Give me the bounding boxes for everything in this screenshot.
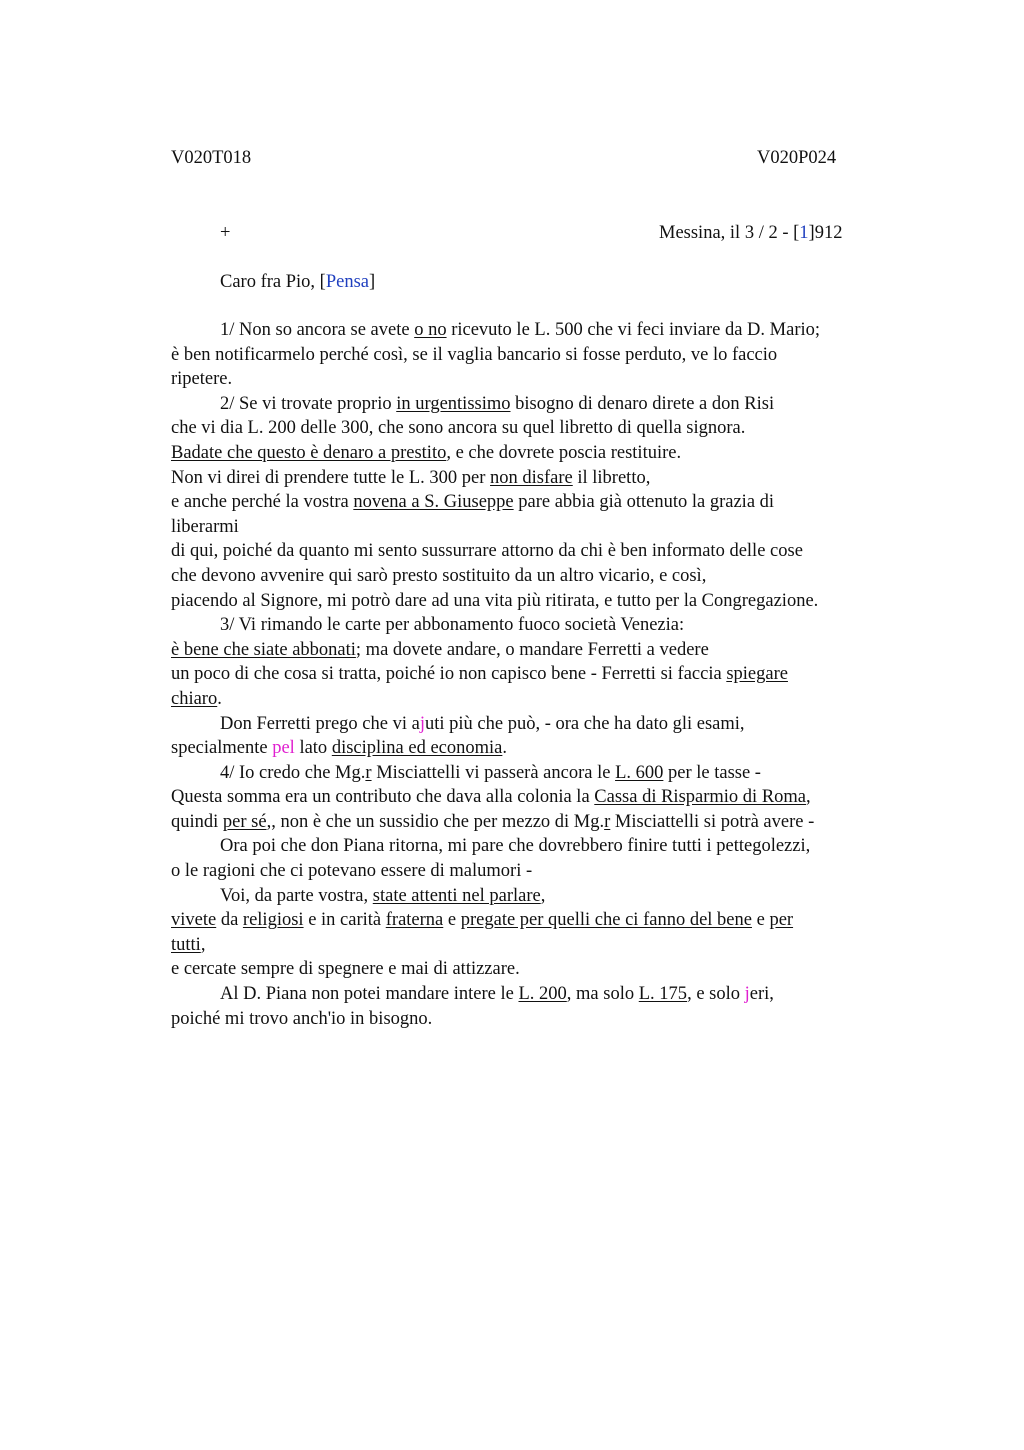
letter-line xyxy=(171,540,911,565)
underlined-text: chiaro xyxy=(171,688,218,709)
salutation-prefix: Caro fra Pio, [ xyxy=(220,272,326,292)
letter-line xyxy=(171,860,911,885)
line-text: Misciattelli si potrà avere - xyxy=(610,811,815,832)
underlined-text: r xyxy=(604,811,611,832)
line-text: poiché mi trovo anch'io in bisogno. xyxy=(171,1008,433,1029)
letter-line xyxy=(171,958,911,983)
line-text: per le tasse - xyxy=(663,762,761,783)
line-text: ricevuto le L. 500 che vi feci inviare da D. Mario; xyxy=(446,320,821,340)
underlined-text: state attenti nel parlare xyxy=(372,885,541,906)
line-text: 3/ Vi rimando le carte per abbonamento fuoco società Venezia: xyxy=(220,615,685,636)
line-text: lato xyxy=(294,738,332,759)
line-text: . xyxy=(502,738,507,759)
line-text: Ora poi che don Piana ritorna, mi pare che dovrebbero finire tutti i pettegolezzi, xyxy=(220,836,811,857)
underlined-text: novena a S. Giuseppe xyxy=(353,492,514,513)
salutation-suffix: ] xyxy=(369,272,376,292)
line-text: Misciattelli vi passerà ancora le xyxy=(371,762,616,783)
letter-line xyxy=(171,565,911,590)
letter-line xyxy=(171,762,911,787)
line-text: e xyxy=(443,910,461,931)
letter-line xyxy=(171,713,911,738)
salutation-editorial-name: Pensa xyxy=(325,272,370,292)
letter-line xyxy=(171,590,911,615)
underlined-text: Cassa di Risparmio di Roma xyxy=(594,787,807,808)
underlined-text: spiegare xyxy=(726,664,788,685)
letter-line xyxy=(171,663,911,688)
underlined-text: L. 175 xyxy=(638,984,688,1005)
line-text: Don Ferretti prego che vi a xyxy=(220,713,420,734)
underlined-text: in urgentissimo xyxy=(396,393,511,414)
underlined-text: è bene che siate abbonati xyxy=(171,639,356,660)
underlined-text: tutti xyxy=(171,934,201,955)
letter-line xyxy=(171,442,911,467)
letter-line xyxy=(171,614,911,639)
letter-line xyxy=(171,344,911,369)
letter-line xyxy=(171,983,911,1008)
line-text: Voi, da parte vostra, xyxy=(220,885,373,906)
line-text: Non vi direi di prendere tutte le L. 300 per xyxy=(171,467,491,488)
underlined-text: disciplina ed economia xyxy=(331,738,503,759)
line-text: , xyxy=(200,934,206,955)
letter-line xyxy=(171,319,911,344)
letter-line xyxy=(171,909,911,934)
underlined-text: L. 600 xyxy=(615,762,664,783)
dateline xyxy=(659,222,842,244)
document-code-left: V020T018 xyxy=(171,148,252,168)
editorial-mark: pel xyxy=(272,738,295,759)
cross-symbol: + xyxy=(220,223,231,243)
line-text: o le ragioni che ci potevano essere di malumori - xyxy=(171,861,533,882)
line-text: 2/ Se vi trovate proprio xyxy=(220,393,397,414)
letter-line xyxy=(171,368,911,393)
letter-line xyxy=(171,516,911,541)
line-text: da xyxy=(216,910,243,931)
line-text: e anche perché la vostra xyxy=(171,492,354,513)
underlined-text: per xyxy=(769,910,794,931)
underlined-text: vivete xyxy=(171,910,217,931)
line-text: ; ma dovete andare, o mandare Ferretti a vedere xyxy=(355,639,709,660)
letter-line xyxy=(171,1008,911,1033)
line-text: , e che dovrete poscia restituire. xyxy=(446,442,682,463)
line-text: quindi xyxy=(171,811,223,832)
letter-line xyxy=(171,393,911,418)
letter-line xyxy=(171,934,911,959)
line-text: 1/ Non so ancora se avete xyxy=(220,320,415,340)
letter-line xyxy=(171,811,911,836)
letter-line xyxy=(171,786,911,811)
line-text: e xyxy=(751,910,770,931)
underlined-text: o no xyxy=(414,320,447,340)
letter-line xyxy=(171,835,911,860)
line-text: che devono avvenire qui sarò presto sostituito da un altro vicario, e così, xyxy=(171,565,707,586)
line-text: ,, non è che un sussidio che per mezzo di Mg. xyxy=(266,811,605,832)
underlined-text: pregate per quelli che ci fanno del bene xyxy=(460,910,752,931)
dateline-suffix: ]912 xyxy=(808,223,843,243)
line-text: è ben notificarmelo perché così, se il vaglia bancario si fosse perduto, ve lo faccio xyxy=(171,344,778,365)
underlined-text: L. 200 xyxy=(518,984,567,1005)
letter-line xyxy=(171,688,911,713)
line-text: uti più che può, - ora che ha dato gli esami, xyxy=(424,713,745,734)
underlined-text: per sé xyxy=(222,811,267,832)
line-text: e cercate sempre di spegnere e mai di attizzare. xyxy=(171,959,520,980)
line-text: Questa somma era un contributo che dava alla colonia la xyxy=(171,787,595,808)
line-text: liberarmi xyxy=(171,516,239,537)
editorial-mark: j xyxy=(419,713,425,734)
line-text: pare abbia già ottenuto la grazia di xyxy=(513,492,775,513)
dateline-editorial-digit: 1 xyxy=(799,223,809,243)
underlined-text: r xyxy=(365,762,372,783)
line-text: piacendo al Signore, mi potrò dare ad una vita più ritirata, e tutto per la Congregazione. xyxy=(171,590,819,611)
editorial-mark: j xyxy=(744,984,750,1005)
line-text: di qui, poiché da quanto mi sento sussurrare attorno da chi è ben informato delle cose xyxy=(171,541,803,562)
line-text: che vi dia L. 200 delle 300, che sono ancora su quel libretto di quella signora. xyxy=(171,418,746,439)
underlined-text: religiosi xyxy=(242,910,304,931)
line-text: bisogno di denaro direte a don Risi xyxy=(510,393,775,414)
letter-line xyxy=(171,467,911,492)
line-text: , xyxy=(806,787,811,808)
underlined-text: non disfare xyxy=(490,467,573,488)
letter-line xyxy=(171,737,911,762)
document-code-right: V020P024 xyxy=(757,148,837,168)
letter-line xyxy=(171,417,911,442)
underlined-text: fraterna xyxy=(385,910,444,931)
line-text: e in carità xyxy=(303,910,386,931)
line-text: un poco di che cosa si tratta, poiché io non capisco bene - Ferretti si faccia xyxy=(171,664,727,685)
letter-line xyxy=(171,885,911,910)
line-text: specialmente xyxy=(171,738,273,759)
line-text: , xyxy=(540,885,546,906)
dateline-prefix: Messina, il 3 / 2 - [ xyxy=(659,223,800,243)
line-text: , e solo xyxy=(687,984,745,1005)
letter-line xyxy=(171,639,911,664)
line-text: . xyxy=(217,688,222,709)
letter-body xyxy=(171,319,911,1032)
line-text: 4/ Io credo che Mg. xyxy=(220,762,366,783)
line-text: eri, xyxy=(749,984,774,1005)
letter-line xyxy=(171,491,911,516)
line-text: ripetere. xyxy=(171,369,233,390)
line-text: , ma solo xyxy=(566,984,639,1005)
line-text: il libretto, xyxy=(572,467,651,488)
line-text: Al D. Piana non potei mandare intere le xyxy=(220,984,519,1005)
underlined-text: Badate che questo è denaro a prestito xyxy=(171,442,447,463)
salutation xyxy=(220,271,375,293)
